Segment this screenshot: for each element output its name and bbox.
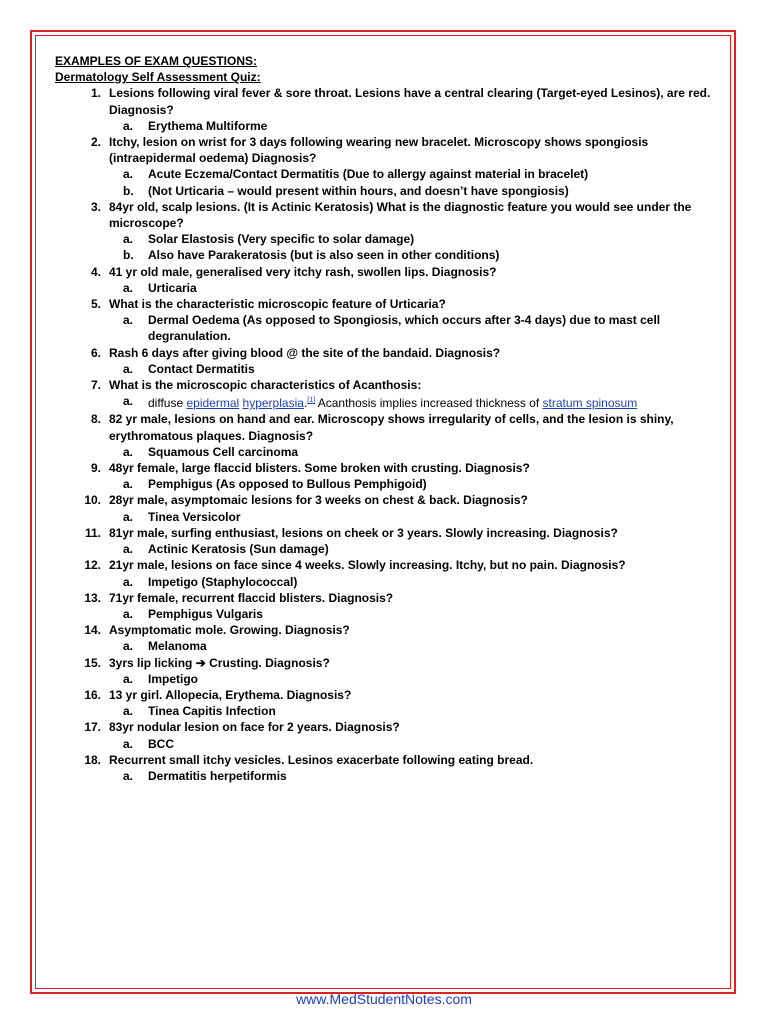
answer-label: b. bbox=[123, 248, 134, 263]
answer-label: a. bbox=[123, 167, 134, 182]
question-number bbox=[55, 264, 101, 280]
question-number-label: 3. bbox=[90, 199, 101, 214]
answer-text: Pemphigus (As opposed to Bullous Pemphigoid) bbox=[148, 477, 427, 492]
answer-item bbox=[55, 166, 715, 182]
question-text-part: 21yr male, lesions on face since 4 weeks. Slowly increasing. Itchy, but no pain. Diagnosis? bbox=[109, 558, 626, 573]
answer-text: Melanoma bbox=[148, 639, 207, 654]
answer-label: a. bbox=[123, 232, 134, 247]
question-number-label: 9. bbox=[90, 461, 101, 476]
reference-link[interactable]: [1] bbox=[307, 397, 316, 405]
question-item bbox=[55, 296, 715, 312]
question-text-part: 13 yr girl. Allopecia, Erythema. Diagnosis? bbox=[109, 687, 352, 702]
question-text-part: 84yr old, scalp lesions. (It is Actinic Keratosis) What is the diagnostic feature you would see under the microscope? bbox=[109, 199, 692, 231]
answer-label: a. bbox=[123, 768, 134, 783]
answer-item bbox=[55, 736, 715, 752]
answer-label: a. bbox=[123, 574, 134, 589]
question-number bbox=[55, 411, 101, 443]
answer-text: (Not Urticaria – would present within hours, and doesn’t have spongiosis) bbox=[148, 183, 569, 198]
question-number-label: 11. bbox=[84, 525, 101, 540]
answer-item bbox=[55, 476, 715, 492]
answer-item bbox=[55, 574, 715, 590]
question-item bbox=[55, 377, 715, 393]
question-text bbox=[101, 264, 715, 280]
question-number bbox=[55, 719, 101, 735]
question-item bbox=[55, 752, 715, 768]
answer-item bbox=[55, 361, 715, 377]
question-number-label: 18. bbox=[84, 752, 101, 767]
question-item bbox=[55, 134, 715, 166]
question-text-part: Rash 6 days after giving blood @ the site of the bandaid. Diagnosis? bbox=[109, 345, 501, 360]
question-text-part: Asymptomatic mole. Growing. Diagnosis? bbox=[109, 623, 350, 638]
question-item bbox=[55, 622, 715, 638]
answer-item bbox=[55, 118, 715, 134]
question-text bbox=[101, 687, 715, 703]
answer-label: a. bbox=[123, 444, 134, 459]
answer-text: Tinea Capitis Infection bbox=[148, 704, 276, 719]
question-item bbox=[55, 85, 715, 117]
question-number-label: 10. bbox=[84, 493, 101, 508]
question-item bbox=[55, 557, 715, 573]
answer-item bbox=[55, 671, 715, 687]
answer-text: Acute Eczema/Contact Dermatitis (Due to allergy against material in bracelet) bbox=[148, 167, 589, 182]
answer-text: Dermal Oedema (As opposed to Spongiosis, which occurs after 3-4 days) due to mast cell degranulation. bbox=[148, 313, 661, 344]
question-text-part: 71yr female, recurrent flaccid blisters. Diagnosis? bbox=[109, 590, 394, 605]
question-number-label: 2. bbox=[90, 135, 101, 150]
question-number-label: 15. bbox=[84, 655, 101, 670]
question-item bbox=[55, 264, 715, 280]
question-text bbox=[101, 377, 715, 393]
answer-item bbox=[55, 312, 715, 344]
answer-text: Also have Parakeratosis (but is also seen in other conditions) bbox=[148, 248, 500, 263]
question-text-part: 3yrs lip licking bbox=[109, 655, 193, 670]
answer-label: a. bbox=[123, 361, 134, 376]
question-number-label: 12. bbox=[84, 558, 101, 573]
question-text-part: 48yr female, large flaccid blisters. Some broken with crusting. Diagnosis? bbox=[109, 461, 530, 476]
answer-item bbox=[55, 444, 715, 460]
quiz-title: Dermatology Self Assessment Quiz: bbox=[55, 70, 261, 85]
answer-text: Pemphigus Vulgaris bbox=[148, 606, 263, 621]
question-number bbox=[55, 622, 101, 638]
answer-text: Tinea Versicolor bbox=[148, 509, 241, 524]
link-hyperplasia[interactable]: hyperplasia bbox=[242, 396, 304, 411]
question-text bbox=[101, 622, 715, 638]
question-number bbox=[55, 655, 101, 671]
question-text bbox=[101, 460, 715, 476]
question-text bbox=[101, 525, 715, 541]
answer-text: Impetigo bbox=[148, 671, 198, 686]
answer-label: b. bbox=[123, 183, 134, 198]
question-item bbox=[55, 492, 715, 508]
question-number bbox=[55, 199, 101, 231]
answer-label: a. bbox=[123, 704, 134, 719]
question-number bbox=[55, 296, 101, 312]
answer-label: a. bbox=[123, 313, 134, 328]
question-number bbox=[55, 525, 101, 541]
link-stratum-spinosum[interactable]: stratum spinosum bbox=[542, 396, 638, 411]
answer-item bbox=[55, 541, 715, 557]
answer-text-part: . bbox=[303, 396, 308, 411]
question-number-label: 4. bbox=[90, 264, 101, 279]
question-text-part: 82 yr male, lesions on hand and ear. Microscopy shows irregularity of cells, and the lesion is shiny, erythromatous plaques. Diagnosis? bbox=[109, 412, 674, 443]
answer-text: Solar Elastosis (Very specific to solar damage) bbox=[148, 232, 415, 247]
answer-text: Impetigo (Staphylococcal) bbox=[148, 574, 298, 589]
question-text-part: Crusting. Diagnosis? bbox=[205, 655, 330, 670]
question-item bbox=[55, 345, 715, 361]
question-text bbox=[101, 655, 715, 671]
question-text-part: 83yr nodular lesion on face for 2 years. Diagnosis? bbox=[109, 720, 400, 735]
answer-text: Erythema Multiforme bbox=[148, 118, 268, 133]
question-text-part: Recurrent small itchy vesicles. Lesinos exacerbate following eating bread. bbox=[109, 752, 534, 767]
question-text bbox=[101, 296, 715, 312]
question-item bbox=[55, 687, 715, 703]
question-number-label: 1. bbox=[90, 86, 101, 101]
answer-label: a. bbox=[123, 542, 134, 557]
answer-label: a. bbox=[123, 118, 134, 133]
answer-item bbox=[55, 231, 715, 247]
question-number bbox=[55, 134, 101, 166]
question-number-label: 7. bbox=[90, 378, 101, 393]
answer-label: a. bbox=[123, 394, 134, 409]
answer-item bbox=[55, 768, 715, 784]
answer-text: BCC bbox=[148, 736, 174, 751]
answer-item bbox=[55, 393, 715, 411]
question-number-label: 16. bbox=[84, 687, 101, 702]
question-text bbox=[101, 199, 715, 231]
question-text bbox=[101, 752, 715, 768]
question-list bbox=[55, 85, 715, 784]
question-item bbox=[55, 525, 715, 541]
question-text bbox=[101, 590, 715, 606]
answer-label: a. bbox=[123, 671, 134, 686]
question-item bbox=[55, 590, 715, 606]
question-item bbox=[55, 655, 715, 671]
question-text-part: 81yr male, surfing enthusiast, lesions on cheek or 3 years. Slowly increasing. Diagnosis? bbox=[109, 525, 618, 540]
question-number-label: 13. bbox=[84, 590, 101, 605]
question-number bbox=[55, 557, 101, 573]
question-text bbox=[101, 345, 715, 361]
question-number bbox=[55, 85, 101, 117]
answer-text: Dermatitis herpetiformis bbox=[148, 768, 287, 783]
question-number bbox=[55, 377, 101, 393]
answer-item bbox=[55, 606, 715, 622]
answer-label: a. bbox=[123, 639, 134, 654]
question-number bbox=[55, 590, 101, 606]
question-item bbox=[55, 411, 715, 443]
question-item bbox=[55, 460, 715, 476]
question-item bbox=[55, 719, 715, 735]
question-text bbox=[101, 85, 715, 117]
answer-label: a. bbox=[123, 736, 134, 751]
answer-text: Contact Dermatitis bbox=[148, 361, 255, 376]
answer-text bbox=[148, 393, 715, 411]
question-text bbox=[101, 557, 715, 573]
question-number bbox=[55, 687, 101, 703]
question-text bbox=[101, 134, 715, 166]
question-text-part: 28yr male, asymptomaic lesions for 3 weeks on chest & back. Diagnosis? bbox=[109, 493, 528, 508]
question-text bbox=[101, 719, 715, 735]
question-number bbox=[55, 460, 101, 476]
question-number bbox=[55, 492, 101, 508]
question-text-part: Itchy, lesion on wrist for 3 days following wearing new bracelet. Microscopy shows spongiosis (intraepidermal oedema) Diagnosis? bbox=[109, 135, 649, 166]
question-text-part: 41 yr old male, generalised very itchy rash, swollen lips. Diagnosis? bbox=[109, 264, 497, 279]
question-number-label: 14. bbox=[84, 623, 101, 638]
answer-label: a. bbox=[123, 509, 134, 524]
answer-item bbox=[55, 509, 715, 525]
question-number-label: 5. bbox=[90, 297, 101, 312]
answer-item bbox=[55, 703, 715, 719]
question-number bbox=[55, 345, 101, 361]
footer-website[interactable]: www.MedStudentNotes.com bbox=[296, 991, 472, 1007]
answer-item bbox=[55, 247, 715, 263]
answer-label: a. bbox=[123, 477, 134, 492]
answer-text: Urticaria bbox=[148, 280, 197, 295]
question-number-label: 8. bbox=[90, 412, 101, 427]
answer-label: a. bbox=[123, 280, 134, 295]
question-item bbox=[55, 199, 715, 231]
question-text-part: What is the characteristic microscopic feature of Urticaria? bbox=[109, 297, 446, 312]
answer-item bbox=[55, 280, 715, 296]
answer-text: Squamous Cell carcinoma bbox=[148, 444, 299, 459]
link-epidermal[interactable]: epidermal bbox=[186, 396, 240, 411]
question-text-part: Lesions following viral fever & sore throat. Lesions have a central clearing (Target-eyed Lesinos), are red. Diagnosis? bbox=[109, 86, 711, 117]
answer-label: a. bbox=[123, 606, 134, 621]
answer-text: Actinic Keratosis (Sun damage) bbox=[148, 542, 329, 557]
document-body bbox=[55, 53, 715, 784]
answer-text-part: Acanthosis implies increased thickness of bbox=[315, 396, 543, 411]
question-text bbox=[101, 492, 715, 508]
question-text bbox=[101, 411, 715, 443]
question-number-label: 6. bbox=[90, 345, 101, 360]
answer-item bbox=[55, 183, 715, 199]
question-number-label: 17. bbox=[84, 720, 101, 735]
answer-text-part: diffuse bbox=[148, 396, 187, 411]
question-text-part: What is the microscopic characteristics of Acanthosis: bbox=[109, 378, 422, 393]
answer-item bbox=[55, 638, 715, 654]
question-number bbox=[55, 752, 101, 768]
document-title: EXAMPLES OF EXAM QUESTIONS: bbox=[55, 54, 258, 68]
arrow-icon: ➔ bbox=[195, 655, 206, 670]
